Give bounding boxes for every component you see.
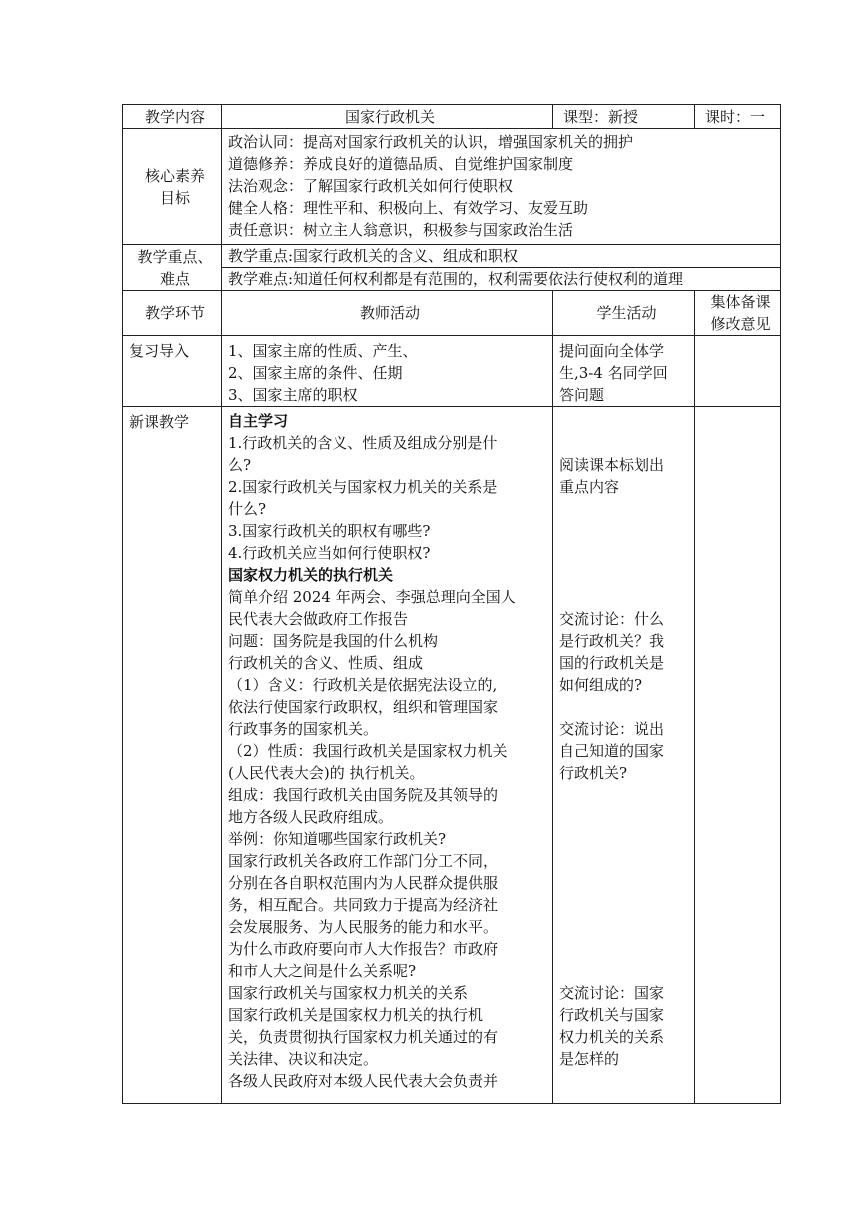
col-student: 学生活动 <box>553 291 695 336</box>
col-teacher: 教师活动 <box>222 291 553 336</box>
new-stage: 新课教学 <box>123 407 222 1104</box>
teacher-line: 各级人民政府对本级人民代表大会负责并 <box>228 1072 499 1090</box>
col-notes <box>695 291 781 336</box>
lesson-plan-table <box>122 104 781 1104</box>
teacher-line: 组成：我国行政机关由国务院及其领导的 <box>228 786 499 804</box>
student-line: 行政机关? <box>559 764 628 782</box>
review-teacher-line: 2、国家主席的条件、任期 <box>228 364 403 382</box>
review-teacher-line: 3、国家主席的职权 <box>228 386 358 404</box>
review-teacher-line: 1、国家主席的性质、产生、 <box>228 342 418 360</box>
difficulty-row <box>123 268 781 291</box>
teacher-line: 举例：你知道哪些国家行政机关? <box>228 830 447 848</box>
core-goal: 政治认同：提高对国家行政机关的认识，增强国家机关的拥护 <box>228 133 634 151</box>
student-line: 重点内容 <box>559 478 620 496</box>
core-goal: 法治观念：了解国家行政机关如何行使职权 <box>228 177 514 195</box>
core-label-line1: 核心素养 <box>144 166 205 185</box>
core-label <box>123 129 222 245</box>
core-label-line2: 目标 <box>159 188 190 207</box>
teacher-line: 4.行政机关应当如何行使职权? <box>228 544 431 562</box>
review-student-line: 提问面向全体学 <box>559 342 665 360</box>
teacher-line: （1）含义：行政机关是依据宪法设立的, <box>228 676 498 694</box>
teacher-line: 行政机关的含义、性质、组成 <box>228 654 424 672</box>
core-goal: 责任意识：树立主人翁意识，积极参与国家政治生活 <box>228 221 574 239</box>
focus-row <box>123 245 781 268</box>
teacher-line: 什么? <box>228 500 267 518</box>
student-line: 权力机关的关系 <box>559 1028 665 1046</box>
teacher-line: 关，负责贯彻执行国家权力机关通过的有 <box>228 1028 499 1046</box>
teacher-line: 行政事务的国家机关。 <box>228 720 379 738</box>
teacher-line: 务，相互配合。共同致力于提高为经济社 <box>228 896 499 914</box>
student-line: 国的行政机关是 <box>559 654 665 672</box>
review-student <box>553 336 695 407</box>
teacher-line: 问题：国务院是我国的什么机构 <box>228 632 439 650</box>
teaching-difficulty: 教学难点:知道任何权利都是有范围的，权利需要依法行使权利的道理 <box>222 268 781 291</box>
student-line: 是怎样的 <box>559 1050 620 1068</box>
teacher-line: 关法律、决议和决定。 <box>228 1050 379 1068</box>
core-goal: 健全人格：理性平和、积极向上、有效学习、友爱互助 <box>228 199 589 217</box>
section-heading: 国家权力机关的执行机关 <box>228 566 394 584</box>
student-line: 是行政机关？我 <box>559 632 665 650</box>
student-line: 如何组成的? <box>559 676 643 694</box>
review-student-line: 生,3-4 名同学回 <box>559 364 668 382</box>
teacher-line: 国家行政机关是国家权力机关的执行机 <box>228 1006 484 1024</box>
review-row <box>123 336 781 407</box>
student-line: 交流讨论：什么 <box>559 610 665 628</box>
student-line: 交流讨论：说出 <box>559 720 665 738</box>
new-lesson-row <box>123 407 781 1104</box>
teacher-line: 简单介绍 2024 年两会、李强总理向全国人 <box>228 588 516 606</box>
teacher-line: (人民代表大会)的 执行机关。 <box>228 764 425 782</box>
review-student-line: 答问题 <box>559 386 605 404</box>
header-row <box>123 105 781 129</box>
teacher-line: 国家行政机关各政府工作部门分工不同， <box>228 852 499 870</box>
teacher-line: 2.国家行政机关与国家权力机关的关系是 <box>228 478 498 496</box>
content-label: 教学内容 <box>123 105 222 129</box>
student-line: 行政机关与国家 <box>559 1006 665 1024</box>
col-notes-line2: 修改意见 <box>710 315 771 333</box>
column-header-row <box>123 291 781 336</box>
new-notes <box>695 407 781 1104</box>
teaching-focus: 教学重点:国家行政机关的含义、组成和职权 <box>222 245 781 268</box>
review-teacher <box>222 336 553 407</box>
key-label-line2: 难点 <box>159 269 190 288</box>
teacher-line: 和市人大之间是什么关系呢? <box>228 962 417 980</box>
lesson-type: 课型：新授 <box>553 105 695 129</box>
student-line: 交流讨论：国家 <box>559 984 665 1002</box>
teacher-line: 民代表大会做政府工作报告 <box>228 610 409 628</box>
teacher-line: （2）性质：我国行政机关是国家权力机关 <box>228 742 508 760</box>
key-label-line1: 教学重点、 <box>137 247 213 266</box>
student-line: 自己知道的国家 <box>559 742 665 760</box>
teacher-line: 3.国家行政机关的职权有哪些? <box>228 522 431 540</box>
review-stage: 复习导入 <box>123 336 222 407</box>
new-teacher <box>222 407 553 1104</box>
teacher-line: 1.行政机关的含义、性质及组成分别是什 <box>228 434 498 452</box>
teacher-line: 分别在各自职权范围内为人民群众提供服 <box>228 874 499 892</box>
student-line: 阅读课本标划出 <box>559 456 665 474</box>
content-value: 国家行政机关 <box>222 105 553 129</box>
teacher-line: 国家行政机关与国家权力机关的关系 <box>228 984 469 1002</box>
teacher-line: 会发展服务、为人民服务的能力和水平。 <box>228 918 499 936</box>
key-label <box>123 245 222 291</box>
new-student <box>553 407 695 1104</box>
lesson-period: 课时：一 <box>695 105 781 129</box>
teacher-line: 么? <box>228 456 252 474</box>
core-goals <box>222 129 781 245</box>
teacher-line: 地方各级人民政府组成。 <box>228 808 394 826</box>
teacher-line: 为什么市政府要向市人大作报告？市政府 <box>228 940 499 958</box>
self-study-heading: 自主学习 <box>228 412 289 430</box>
review-notes <box>695 336 781 407</box>
teacher-line: 依法行使国家行政职权，组织和管理国家 <box>228 698 499 716</box>
col-notes-line1: 集体备课 <box>710 293 771 311</box>
col-stage: 教学环节 <box>123 291 222 336</box>
core-row <box>123 129 781 245</box>
core-goal: 道德修养：养成良好的道德品质、自觉维护国家制度 <box>228 155 574 173</box>
